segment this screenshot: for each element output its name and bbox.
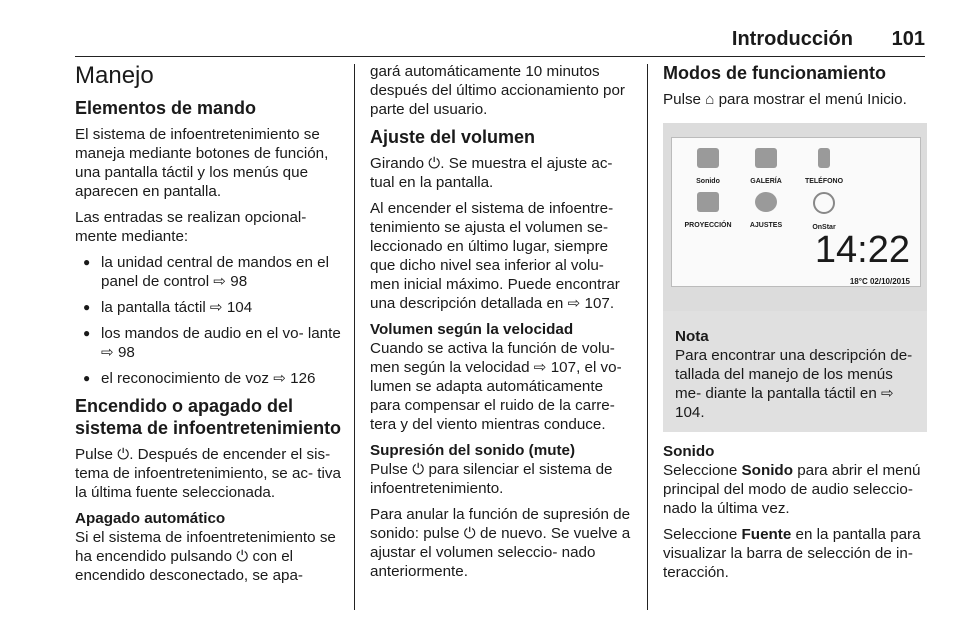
note-title: Nota xyxy=(675,328,709,345)
heading-mute: Supresión del sonido (mute) xyxy=(370,442,576,459)
heading-encendido: Encendido o apagado del sistema de infoentretenimiento xyxy=(75,396,342,438)
screen-panel xyxy=(671,137,921,287)
list-item: ● los mandos de audio en el vo- lante ⇨ 98 xyxy=(75,324,343,362)
page-header xyxy=(75,24,925,54)
heading-volumen-velocidad: Volumen según la velocidad xyxy=(370,321,574,338)
heading-manejo: Manejo xyxy=(75,62,154,89)
temp-date: 18°C 02/10/2015 xyxy=(849,277,910,286)
clock-display: 14:22 xyxy=(814,229,910,271)
column-divider xyxy=(647,64,648,610)
page-number: 101 xyxy=(891,28,925,50)
paragraph: Seleccione Fuente en la pantalla para visualizar la barra de selección de in- teracción. xyxy=(663,526,921,581)
list-item: ● la unidad central de mandos en el panel de control ⇨ 98 xyxy=(75,253,343,291)
onstar-icon: OnStar xyxy=(794,192,854,237)
paragraph: Pulse ⏻ para silenciar el sistema de infoentretenimiento. xyxy=(370,461,613,497)
list-item: ● la pantalla táctil ⇨ 104 xyxy=(75,298,343,317)
galeria-icon: GALERÍA xyxy=(736,148,796,191)
note-text: Para encontrar una descripción de- tallada del manejo de los menús me- diante la pantalla táctil en ⇨ 104. xyxy=(675,347,913,421)
paragraph: Si el sistema de infoentretenimiento se ha encendido pulsando ⏻ con el encendido desconectado, se apa- xyxy=(75,529,336,584)
column-right xyxy=(663,62,927,589)
heading-elementos: Elementos de mando xyxy=(75,98,257,118)
telefono-icon: TELÉFONO xyxy=(794,148,854,191)
column-divider xyxy=(354,64,355,610)
column-left xyxy=(75,62,343,592)
column-middle xyxy=(370,62,636,588)
section-title: Introducción xyxy=(731,28,853,50)
note-box xyxy=(663,311,927,432)
paragraph: Girando ⏻. Se muestra el ajuste ac- tual en la pantalla. xyxy=(370,155,613,191)
paragraph: gará automáticamente 10 minutos después del último accionamiento por parte del usuario. xyxy=(370,63,625,118)
heading-apagado: Apagado automático xyxy=(75,510,226,527)
paragraph: Pulse ⏻. Después de encender el sis- tema de infoentretenimiento, se ac- tiva la última fuente seleccionada. xyxy=(75,446,341,501)
home-screen-figure xyxy=(663,123,927,311)
paragraph: Pulse ⌂ para mostrar el menú Inicio. xyxy=(663,91,907,108)
header-rule xyxy=(75,56,925,57)
paragraph: El sistema de infoentretenimiento se maneja mediante botones de función, una pantalla táctil y los menús que aparecen en pantalla. xyxy=(75,126,329,200)
ajustes-icon: AJUSTES xyxy=(736,192,796,235)
heading-modos: Modos de funcionamiento xyxy=(663,63,886,83)
heading-volumen: Ajuste del volumen xyxy=(370,127,536,147)
paragraph: Seleccione Sonido para abrir el menú principal del modo de audio seleccio- nado la última vez. xyxy=(663,462,921,517)
paragraph: Para anular la función de supresión de sonido: pulse ⏻ de nuevo. Se vuelve a ajustar el volumen seleccio- nado anteriormente. xyxy=(370,506,631,580)
list-item: ● el reconocimiento de voz ⇨ 126 xyxy=(75,369,343,388)
heading-sonido: Sonido xyxy=(663,443,715,460)
paragraph: Cuando se activa la función de volu- men según la velocidad ⇨ 107, el vo- lumen se adapta automáticamente para compensar el ruido de la carre- tera y del viento mientras conduce. xyxy=(370,340,622,433)
sonido-icon: Sonido xyxy=(678,148,738,191)
bullet-list xyxy=(75,253,343,388)
paragraph: Al encender el sistema de infoentre- tenimiento se ajusta el volumen se- leccionado en último lugar, siempre que dicho nivel sea inferior al volu- men inicial máximo. Puede encontrar una descripción detallada en ⇨ 107. xyxy=(370,200,620,312)
paragraph: Las entradas se realizan opcional- mente mediante: xyxy=(75,209,307,245)
proyeccion-icon: PROYECCIÓN xyxy=(678,192,738,235)
